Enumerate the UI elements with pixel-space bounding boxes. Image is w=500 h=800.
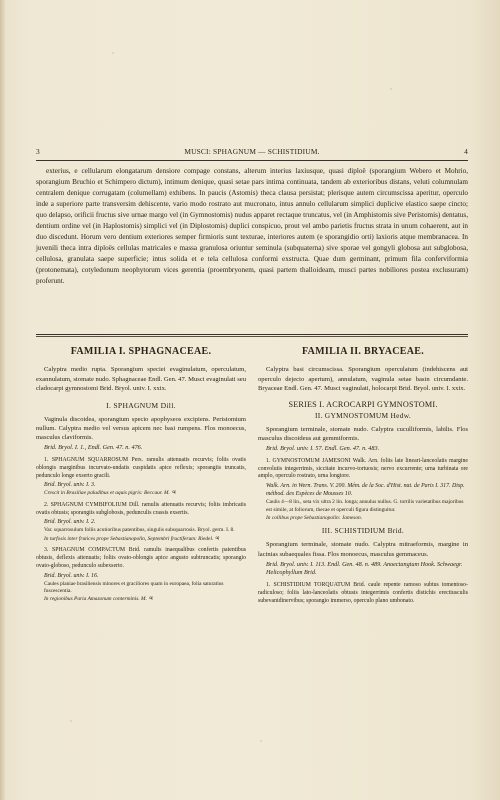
species-citation: Brid. Bryol. univ. I. 2. [44,519,96,526]
page-number-right: 4 [464,147,468,156]
genus-description: Sporangium terminale, stomate nudo. Calyptra mitraeformis, margine in lacinias subaequales fissa. Flos monoecus, masculus gemmaceus. [258,541,468,558]
species-entry: 1. SPHAGNUM SQUARROSUM Pers. ramulis attenuatis recurvis; foliis ovatis oblongis marginibus incurvato-undatis cuspidatis apice reflexis; sporangiis truncatis, pedunculo longe exserto gracili. [36,456,246,479]
page-number-left: 3 [36,147,40,156]
paper-speck [390,88,392,90]
species-habitat: Crescit in Brasiliae paludibus et aquis pigris: Beccaur. M. ♃ [44,490,177,497]
series-title: SERIES I. ACROCARPI GYMNOSTOMI. [288,399,438,409]
genus-description: Sporangium terminale, stomate nudo. Calyptra cuculliformis, labilis. Flos masculus discoideus aut gemmiformis. [258,425,468,442]
page-spine-shadow [0,0,6,800]
running-header [36,147,468,159]
genus-title-gymnostomum: II. GYMNOSTOMUM Hedw. [314,410,411,420]
genus-title-sphagnum: I. SPHAGNUM Dill. [106,400,176,410]
species-note: Caulis 4—8 lin., seta vix ultra 2 lin. longa; annulus nullus. G. tortilis varietatibus majoribus est simile, at foliorum, thecae et operculi figura distinguitur. [266,499,464,513]
section-rule-top [36,334,468,335]
genus-citation: Brid. Bryol. univ. I. 57. Endl. Gen. 47. n. 483. [266,445,380,453]
species-entry: 2. SPHAGNUM CYMBIFOLIUM Dill. ramulis attenuatis recurvis; foliis imbricatis ovatis obtusis; sporangiis subglobosis, pedunculis crassis exsertis. [36,501,246,516]
section-rule-double [36,336,468,337]
genus-description: Vaginula discoidea, sporangium specio apophyseos excipiens. Peristomium nullum. Calyptra medio vel versus apicem nec basi rumpens. Flos monoecus, masculus claviformis. [36,415,246,442]
species-entry: 3. SPHAGNUM COMPACTUM Brid. ramulis inaequalibus confertis patentibus obtusis, deflexis attenuatis; foliis ovato-oblongis apice angusto subtruncatis; sporangio ovato-globoso, pedunculo subexserto. [36,547,246,569]
intro-paragraph: exterius, e cellularum elongatarum densiore compage constans, alterum interius laxiusque, quasi diploë (sporangium Webero et Mohrio, sporangium Bruchio et Schimpero dictum), intimum denique, quasi setae pars intima continuata, tandem ab exterioribus distans, veluti columnulam centralem denique corrugatam (columellam) exhibens. In paucis (Astomis) theca clausa persistat; plerisque autem circumscissa aperitur, operculo inde a superiore parte transversim dehiscente, vario modo rostrato aut mucronato, intus annulo cellularum simplici duplicive elastico saepe cincto; quo delapso, orificii fructus sive urnae margo vel (in Gymnostomis) nudus apparet rectaque truncatus, vel (in Amphistomis sive Peristomis) dentatus, dentium ordine vel (in Haplostomis) simplici vel (in Diplostomis) duplici conspicuo, prout vel ambo parietis fructus strata in unum cohaerent, aut in duo discedunt. Horum vero dentium exteriores semper firmioris sunt texturae, interiores autem (e sporangidio orti) laxioris atque membranacea. In juvenili theca intra diploës cellulas matricales e massa granulosa oriuntur seminula (subquaterna) sive sporae vel gongyli globosa aut subglobosa, cellulosa, granulata saepe superficie; intus solida et e tela cellulosa conformi exstructa. Quae dum germinant, primum fila conferviformia (protonemata), cotyledonum neophytorum vices gerentia (proembryonem, quasi partem thalloideam, musci partes nobiliores postea exclusuram) proferunt. [36,167,468,286]
species-entry: 1. GYMNOSTOMUM JAMESONI Walk. Arn. foliis late lineari-lanceolatis margine convolutis integerrimis, siccitate incurvo-tortuosis; nervo excurrente; urna turbinata ore amplo, operculo rostrato, urna longiore. [258,457,468,480]
genus-citation: Brid. Bryol. univ. I. 113. Endl. Gen. 48. n. 489. Anoectangium Hook. Schwaegr. Helicophyllum Brid. [266,560,463,577]
species-habitat: In regionibus Paria Amazonum conterminis. M. ♃ [44,596,154,603]
species-citation: Brid. Bryol. univ. I. 16. [44,572,99,579]
left-column [36,340,246,608]
species-citation: Walk. Arn. in Wern. Trans. V. 200. Mém. de la Soc. d'Hist. nat. de Paris I. 317. Disp. méthod. des Espèces de Mousses 10. [266,483,465,498]
species-entry: 1. SCHISTIDIUM TORQUATUM Brid. caule repente ramoso subtus tomentoso-radiculoso; foliis lato-lanceolatis obtusis integerrimis confertis distichis erectiusculis subevanidinervibus; sporangio immerso, operculo plano umbonato. [258,581,468,604]
species-habitat: In turfosis inter frutices prope Sebastianopolin, Septembri fructiferum: Riedel. ♃ [44,535,220,542]
running-title: MUSCI: SPHAGNUM — SCHISTIDIUM. [184,147,320,156]
species-citation: Brid. Bryol. univ. I. 3. [44,482,96,489]
family-description: Calyptra basi circumscissa. Sporangium operculatum (indehiscens aut operculo dejecto apertum), annulatum, vaginula setae basin circumdante. Bryaceae Endl. Gen. 47. Musci vaginulati, holocarpi Brid. Bryol. univ. I. xxix. [258,366,468,393]
paper-speck [260,740,262,742]
species-variety-note: Var. squarrosulum foliis acutioribus patentibus, singulis subsquarrosis. Bryol. germ. I. 8. [44,527,235,534]
right-column [258,340,468,606]
header-rule [36,160,468,161]
intro-text-block [36,166,468,288]
genus-title-schistidium: III. SCHISTIDIUM Brid. [321,526,405,536]
family-description: Calyptra medio rupta. Sporangium speciei evaginulatum, operculatum, exannulatum, stomate nudo. Sphagnaceae Endl. Gen. 47. Musci evaginulati seu cladocarpi gymnostomi Brid. Bryol. univ. I. xxix. [36,366,246,393]
species-habitat: In collibus prope Sebastianopolin: Jameson. [266,514,363,521]
family-title-sphagnaceae: FAMILIA I. SPHAGNACEAE. [70,346,212,357]
family-title-bryaceae: FAMILIA II. BRYACEAE. [301,346,425,357]
genus-citation: Brid. Bryol. I. 1., Endl. Gen. 47. n. 476. [44,444,143,452]
paper-speck [112,52,114,54]
paper-speck [70,720,72,722]
species-note: Caules planiae brasiliensis minores et graciliores quam in europaea, folia saturatius fuscescentia. [44,580,224,594]
